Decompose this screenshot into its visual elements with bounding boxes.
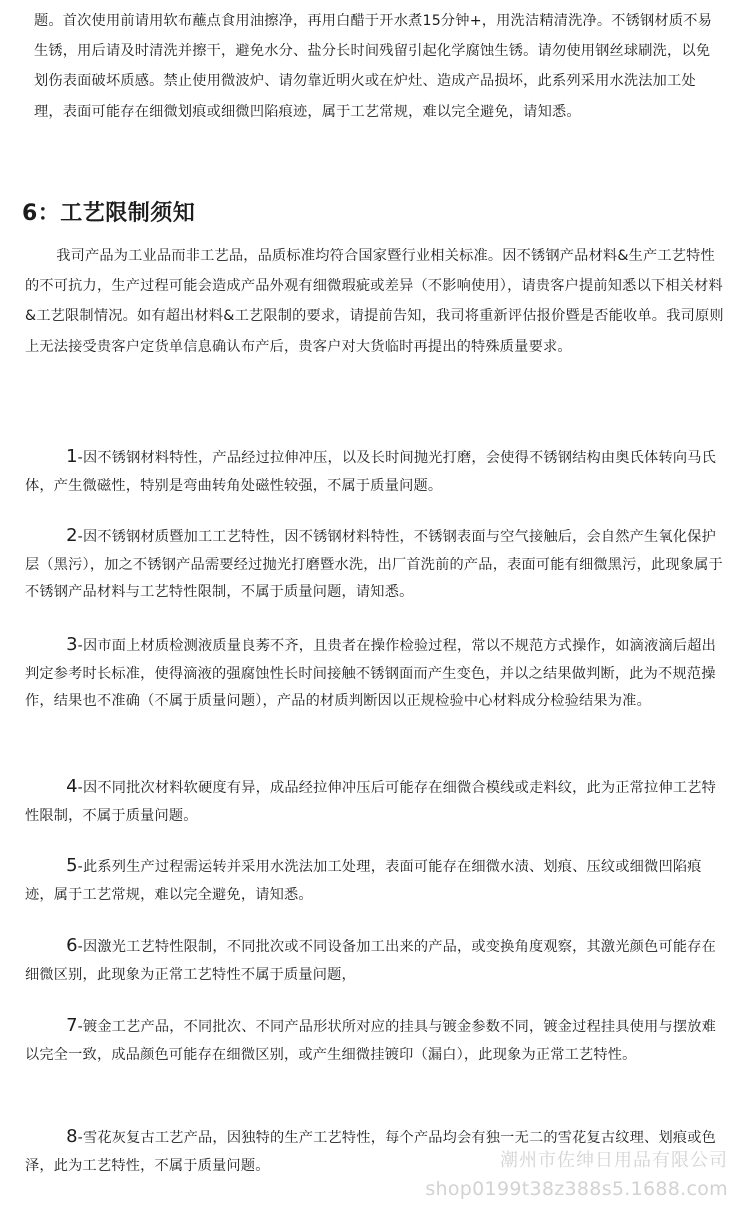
item-text: -雪花灰复古工艺产品，因独特的生产工艺特性，每个产品均会有独一无二的雪花复古纹理、划痕或色泽，此为工艺特性，不属于质量问题。 — [25, 1130, 716, 1174]
watermark-company: 潮州市佐绅日用品有限公司 — [500, 1150, 728, 1171]
item-number: 1 — [66, 446, 78, 467]
item-number: 4 — [66, 776, 78, 797]
item-text: -镀金工艺产品，不同批次、不同产品形状所对应的挂具与镀金参数不同，镀金过程挂具使用与摆放难以完全一致，成品颜色可能存在细微区别，或产生细微挂镀印（漏白），此现象为正常工艺特性。 — [25, 1019, 716, 1063]
item-text: -因不锈钢材料特性，产品经过拉伸冲压，以及长时间抛光打磨，会使得不锈钢结构由奥氏体转向马氏体，产生微磁性，特别是弯曲转角处磁性较强，不属于质量问题。 — [25, 450, 716, 494]
section-lead-paragraph: 我司产品为工业品而非工艺品，品质标准均符合国家暨行业相关标准。因不锈钢产品材料&生产工艺特性的不可抗力，生产过程可能会造成产品外观有细微瑕疵或差异（不影响使用），请贵客户提前知悉以下相关材料&工艺限制情况。如有超出材料&工艺限制的要求，请提前告知，我司将重新评估报价暨是否能收单。我司原则上无法接受贵客户定货单信息确认布产后，贵客户对大货临时再提出的特殊质量要求。 — [25, 248, 724, 355]
limit-item-3 — [25, 631, 725, 716]
item-number: 7 — [66, 1015, 78, 1036]
item-text: -因市面上材质检测液质量良莠不齐，且贵者在操作检验过程，常以不规范方式操作，如滴液滴后超出判定参考时长标准，使得滴液的强腐蚀性长时间接触不锈钢面而产生变色，并以之结果做判断，此为不规范操作，结果也不准确（不属于质量问题），产品的材质判断因以正规检验中心材料成分检验结果为准。 — [25, 638, 716, 709]
care-instructions-paragraph: 题。首次使用前请用软布蘸点食用油擦净，再用白醋于开水煮15分钟+，用洗洁精清洗净。不锈钢材质不易生锈，用后请及时清洗并擦干，避免水分、盐分长时间残留引起化学腐蚀生锈。请勿使用钢丝球刷洗，以免划伤表面破坏质感。禁止使用微波炉、请勿靠近明火或在炉灶、造成产品损坏，此系列采用水洗法加工处理，表面可能存在细微划痕或细微凹陷痕迹，属于工艺常规，难以完全避免，请知悉。 — [34, 13, 712, 120]
item-number: 5 — [66, 855, 78, 876]
limit-item-6 — [25, 932, 725, 989]
item-text: -此系列生产过程需运转并采用水洗法加工处理，表面可能存在细微水渍、划痕、压纹或细微凹陷痕迹，属于工艺常规，难以完全避免，请知悉。 — [25, 859, 702, 903]
limit-item-1 — [25, 443, 725, 500]
limit-item-5 — [25, 852, 725, 909]
item-number: 2 — [66, 525, 78, 546]
watermark-url: shop0199t38z388s5.1688.com — [425, 1178, 728, 1200]
limit-item-4 — [25, 773, 725, 830]
item-number: 8 — [66, 1126, 78, 1147]
item-text: -因不锈钢材质暨加工工艺特性，因不锈钢材料特性，不锈钢表面与空气接触后，会自然产生氧化保护层（黑污），加之不锈钢产品需要经过抛光打磨暨水洗，出厂首洗前的产品，表面可能有细微黑污，此现象属于不锈钢产品材料与工艺特性限制，不属于质量问题，请知悉。 — [25, 529, 723, 600]
limit-item-7 — [25, 1012, 725, 1069]
item-text: -因不同批次材料软硬度有异，成品经拉伸冲压后可能存在细微合模线或走料纹，此为正常拉伸工艺特性限制，不属于质量问题。 — [25, 780, 716, 824]
item-number: 3 — [66, 634, 78, 655]
section-title: 6：工艺限制须知 — [22, 201, 196, 226]
limit-item-2 — [25, 522, 725, 607]
item-number: 6 — [66, 935, 78, 956]
item-text: -因激光工艺特性限制，不同批次或不同设备加工出来的产品，或变换角度观察，其激光颜色可能存在细微区别，此现象为正常工艺特性不属于质量问题， — [25, 939, 716, 983]
